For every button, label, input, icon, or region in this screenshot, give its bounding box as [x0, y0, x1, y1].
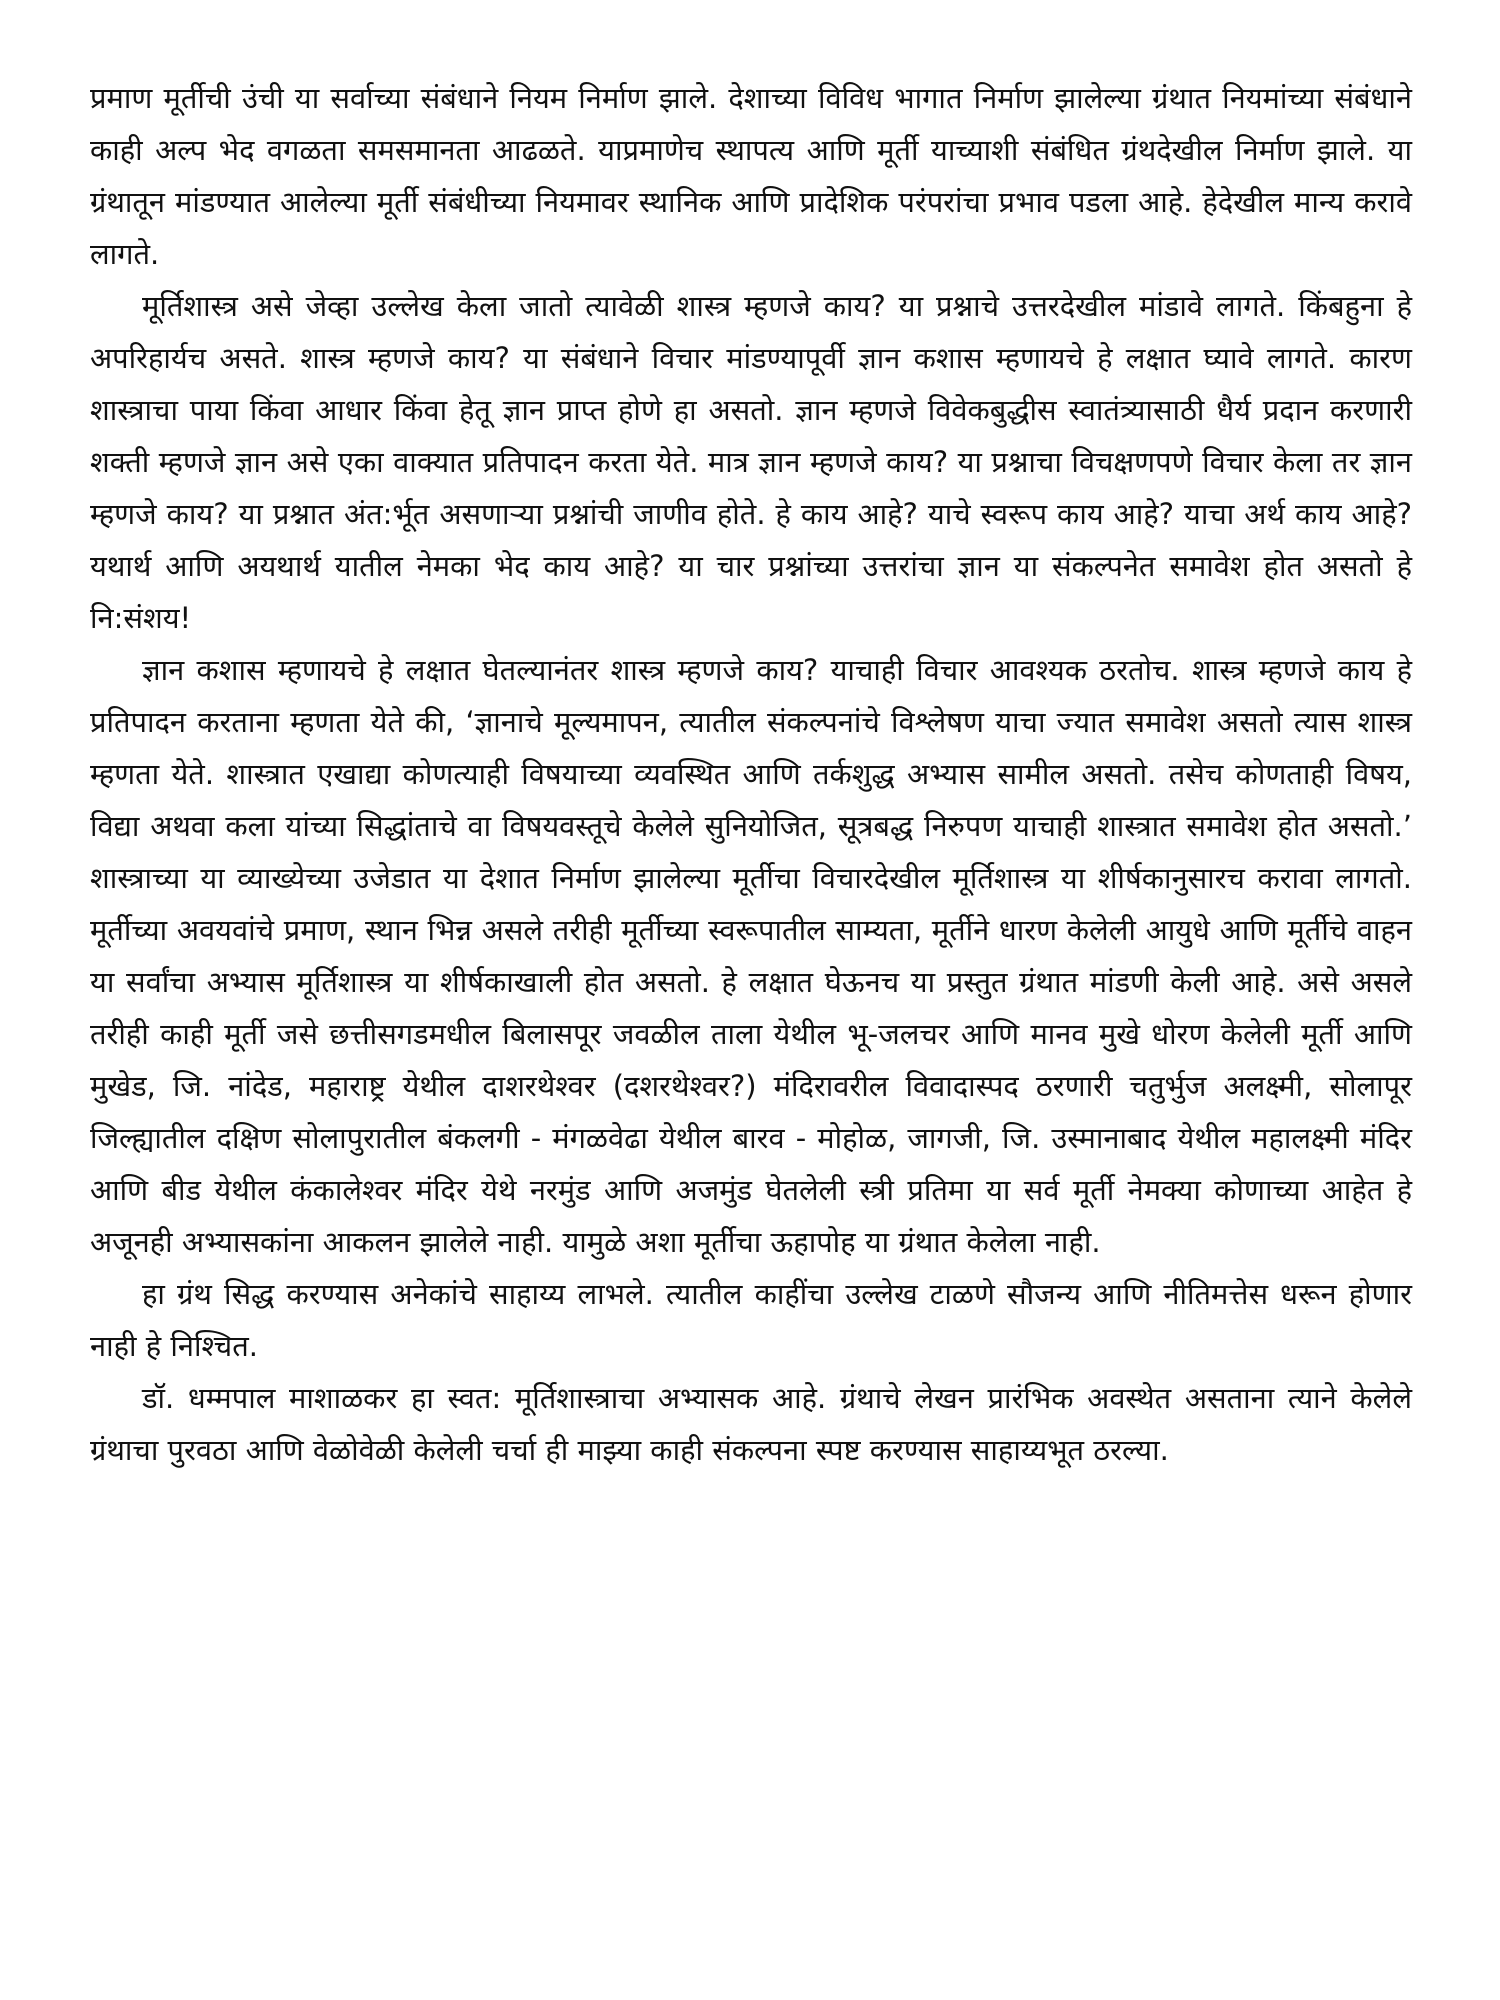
paragraph-what-is-shastra: मूर्तिशास्त्र असे जेव्हा उल्लेख केला जातो त्यावेळी शास्त्र म्हणजे काय? या प्रश्नाचे उत्तरदेखील मांडावे लागते. किंबहुना हे अपरिहार्यच असते. शास्त्र म्हणजे काय? या संबंधाने विचार मांडण्यापूर्वी ज्ञान कशास म्हणायचे हे लक्षात घ्यावे लागते. कारण शास्त्राचा पाया किंवा आधार किंवा हेतू ज्ञान प्राप्त होणे हा असतो. ज्ञान म्हणजे विवेकबुद्धीस स्वातंत्र्यासाठी धैर्य प्रदान करणारी शक्ती म्हणजे ज्ञान असे एका वाक्यात प्रतिपादन करता येते. मात्र ज्ञान म्हणजे काय? या प्रश्नाचा विचक्षणपणे विचार केला तर ज्ञान म्हणजे काय? या प्रश्नात अंत:र्भूत असणाऱ्या प्रश्नांची जाणीव होते. हे काय आहे? याचे स्वरूप काय आहे? याचा अर्थ काय आहे? यथार्थ आणि अयथार्थ यातील नेमका भेद काय आहे? या चार प्रश्नांच्या उत्तरांचा ज्ञान या संकल्पनेत समावेश होत असतो हे नि:संशय!: [90, 289, 1412, 635]
paragraph-acknowledgement-mashalkar: डॉ. धम्मपाल माशाळकर हा स्वत: मूर्तिशास्त्राचा अभ्यासक आहे. ग्रंथाचे लेखन प्रारंभिक अवस्थेत असताना त्याने केलेले ग्रंथाचा पुरवठा आणि वेळोवेळी केलेली चर्चा ही माझ्या काही संकल्पना स्पष्ट करण्यास साहाय्यभूत ठरल्या.: [90, 1381, 1412, 1467]
paragraph-rules-and-regional-traditions: प्रमाण मूर्तीची उंची या सर्वाच्या संबंधाने नियम निर्माण झाले. देशाच्या विविध भागात निर्माण झालेल्या ग्रंथात नियमांच्या संबंधाने काही अल्प भेद वगळता समसमानता आढळते. याप्रमाणेच स्थापत्य आणि मूर्ती याच्याशी संबंधित ग्रंथदेखील निर्माण झाले. या ग्रंथातून मांडण्यात आलेल्या मूर्ती संबंधीच्या नियमावर स्थानिक आणि प्रादेशिक परंपरांचा प्रभाव पडला आहे. हेदेखील मान्य करावे लागते.: [90, 81, 1412, 271]
paragraph-definition-of-shastra: ज्ञान कशास म्हणायचे हे लक्षात घेतल्यानंतर शास्त्र म्हणजे काय? याचाही विचार आवश्यक ठरतोच. शास्त्र म्हणजे काय हे प्रतिपादन करताना म्हणता येते की, ‘ज्ञानाचे मूल्यमापन, त्यातील संकल्पनांचे विश्लेषण याचा ज्यात समावेश असतो त्यास शास्त्र म्हणता येते. शास्त्रात एखाद्या कोणत्याही विषयाच्या व्यवस्थित आणि तर्कशुद्ध अभ्यास सामील असतो. तसेच कोणताही विषय, विद्या अथवा कला यांच्या सिद्धांताचे वा विषयवस्तूचे केलेले सुनियोजित, सूत्रबद्ध निरुपण याचाही शास्त्रात समावेश होत असतो.’ शास्त्राच्या या व्याख्येच्या उजेडात या देशात निर्माण झालेल्या मूर्तीचा विचारदेखील मूर्तिशास्त्र या शीर्षकानुसारच करावा लागतो. मूर्तीच्या अवयवांचे प्रमाण, स्थान भिन्न असले तरीही मूर्तीच्या स्वरूपातील साम्यता, मूर्तीने धारण केलेली आयुधे आणि मूर्तीचे वाहन या सर्वांचा अभ्यास मूर्तिशास्त्र या शीर्षकाखाली होत असतो. हे लक्षात घेऊनच या प्रस्तुत ग्रंथात मांडणी केली आहे. असे असले तरीही काही मूर्ती जसे छत्तीसगडमधील बिलासपूर जवळील ताला येथील भू-जलचर आणि मानव मुखे धोरण केलेली मूर्ती आणि मुखेड, जि. नांदेड, महाराष्ट्र येथील दाशरथेश्वर (दशरथेश्वर?) मंदिरावरील विवादास्पद ठरणारी चतुर्भुज अलक्ष्मी, सोलापूर जिल्ह्यातील दक्षिण सोलापुरातील बंकलगी - मंगळवेढा येथील बारव - मोहोळ, जागजी, जि. उस्मानाबाद येथील महालक्ष्मी मंदिर आणि बीड येथील कंकालेश्वर मंदिर येथे नरमुंड आणि अजमुंड घेतलेली स्त्री प्रतिमा या सर्व मूर्ती नेमक्या कोणाच्या आहेत हे अजूनही अभ्यासकांना आकलन झालेले नाही. यामुळे अशा मूर्तीचा ऊहापोह या ग्रंथात केलेला नाही.: [90, 653, 1412, 1259]
paragraph-acknowledgement-intro: हा ग्रंथ सिद्ध करण्यास अनेकांचे साहाय्य लाभले. त्यातील काहींचा उल्लेख टाळणे सौजन्य आणि नीतिमत्तेस धरून होणार नाही हे निश्चित.: [90, 1277, 1412, 1363]
document-page: [90, 72, 1412, 1476]
